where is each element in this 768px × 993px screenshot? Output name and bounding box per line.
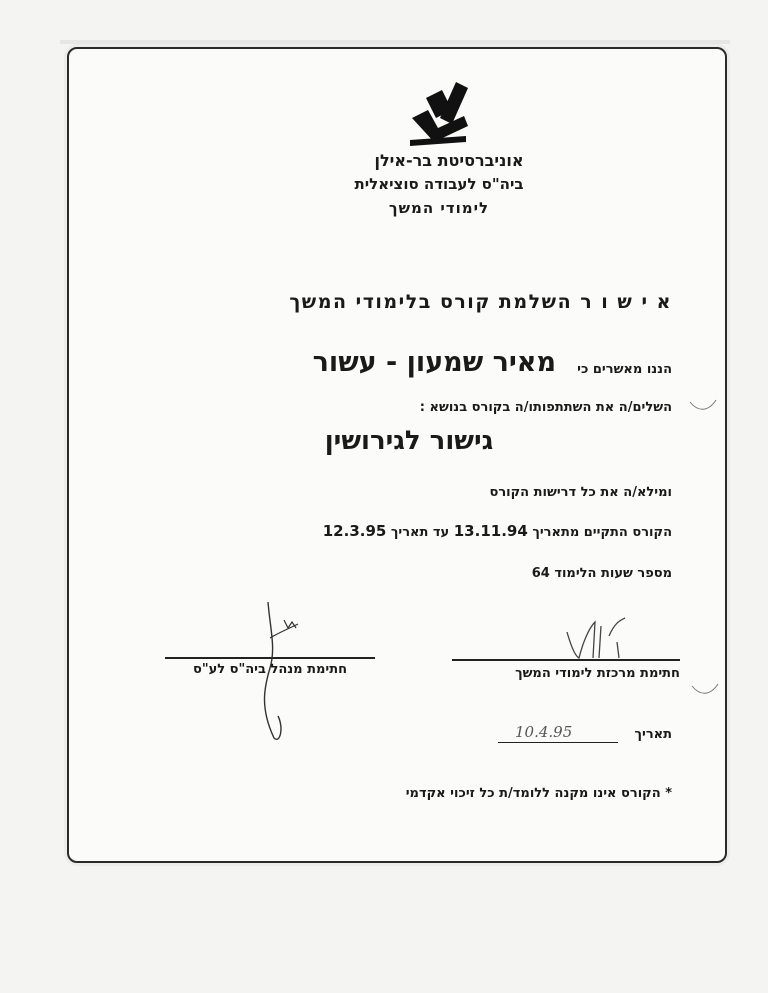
school-name: ביה"ס לעבודה סוציאלית bbox=[354, 175, 524, 193]
dates-prefix: הקורס התקיים מתאריך bbox=[532, 525, 672, 540]
hours-label: מספר שעות הלימוד bbox=[554, 566, 672, 581]
margin-mark-2 bbox=[690, 680, 720, 700]
footnote: * הקורס אינו מקנה ללומד/ת כל זיכוי אקדמי bbox=[405, 786, 672, 801]
department-name: לימודי המשך bbox=[388, 199, 490, 217]
dates-mid: עד תאריך bbox=[390, 525, 450, 540]
completed-text: השלים/ה את השתתפותו/ה בקורס בנושא : bbox=[419, 400, 672, 415]
course-topic: גישור לגירושין bbox=[324, 426, 494, 456]
issue-date-value: 10.4.95 bbox=[515, 723, 573, 741]
certify-prefix: הננו מאשרים כי bbox=[577, 362, 672, 377]
date-to: 12.3.95 bbox=[322, 522, 387, 540]
course-dates bbox=[323, 522, 672, 540]
bar-ilan-logo bbox=[408, 80, 470, 146]
coordinator-signature bbox=[555, 612, 635, 662]
director-signature-label: חתימת מנהל ביה"ס לע"ס bbox=[192, 662, 348, 677]
recipient-name: מאיר שמעון - עשור bbox=[312, 347, 556, 378]
issue-date-line bbox=[498, 742, 618, 743]
issue-date-label: תאריך bbox=[634, 727, 672, 742]
certificate-title: א י ש ו ר השלמת קורס בלימודי המשך bbox=[289, 291, 672, 313]
scan-edge-top bbox=[60, 40, 730, 44]
hours-value: 64 bbox=[531, 566, 550, 581]
course-hours bbox=[532, 566, 672, 581]
margin-mark-1 bbox=[688, 396, 718, 416]
coordinator-signature-label: חתימת מרכזת לימודי המשך bbox=[515, 666, 680, 681]
university-name: אוניברסיטת בר-אילן bbox=[374, 151, 524, 170]
requirements-text: ומילא/ה את כל דרישות הקורס bbox=[489, 485, 672, 500]
date-from: 13.11.94 bbox=[453, 522, 528, 540]
